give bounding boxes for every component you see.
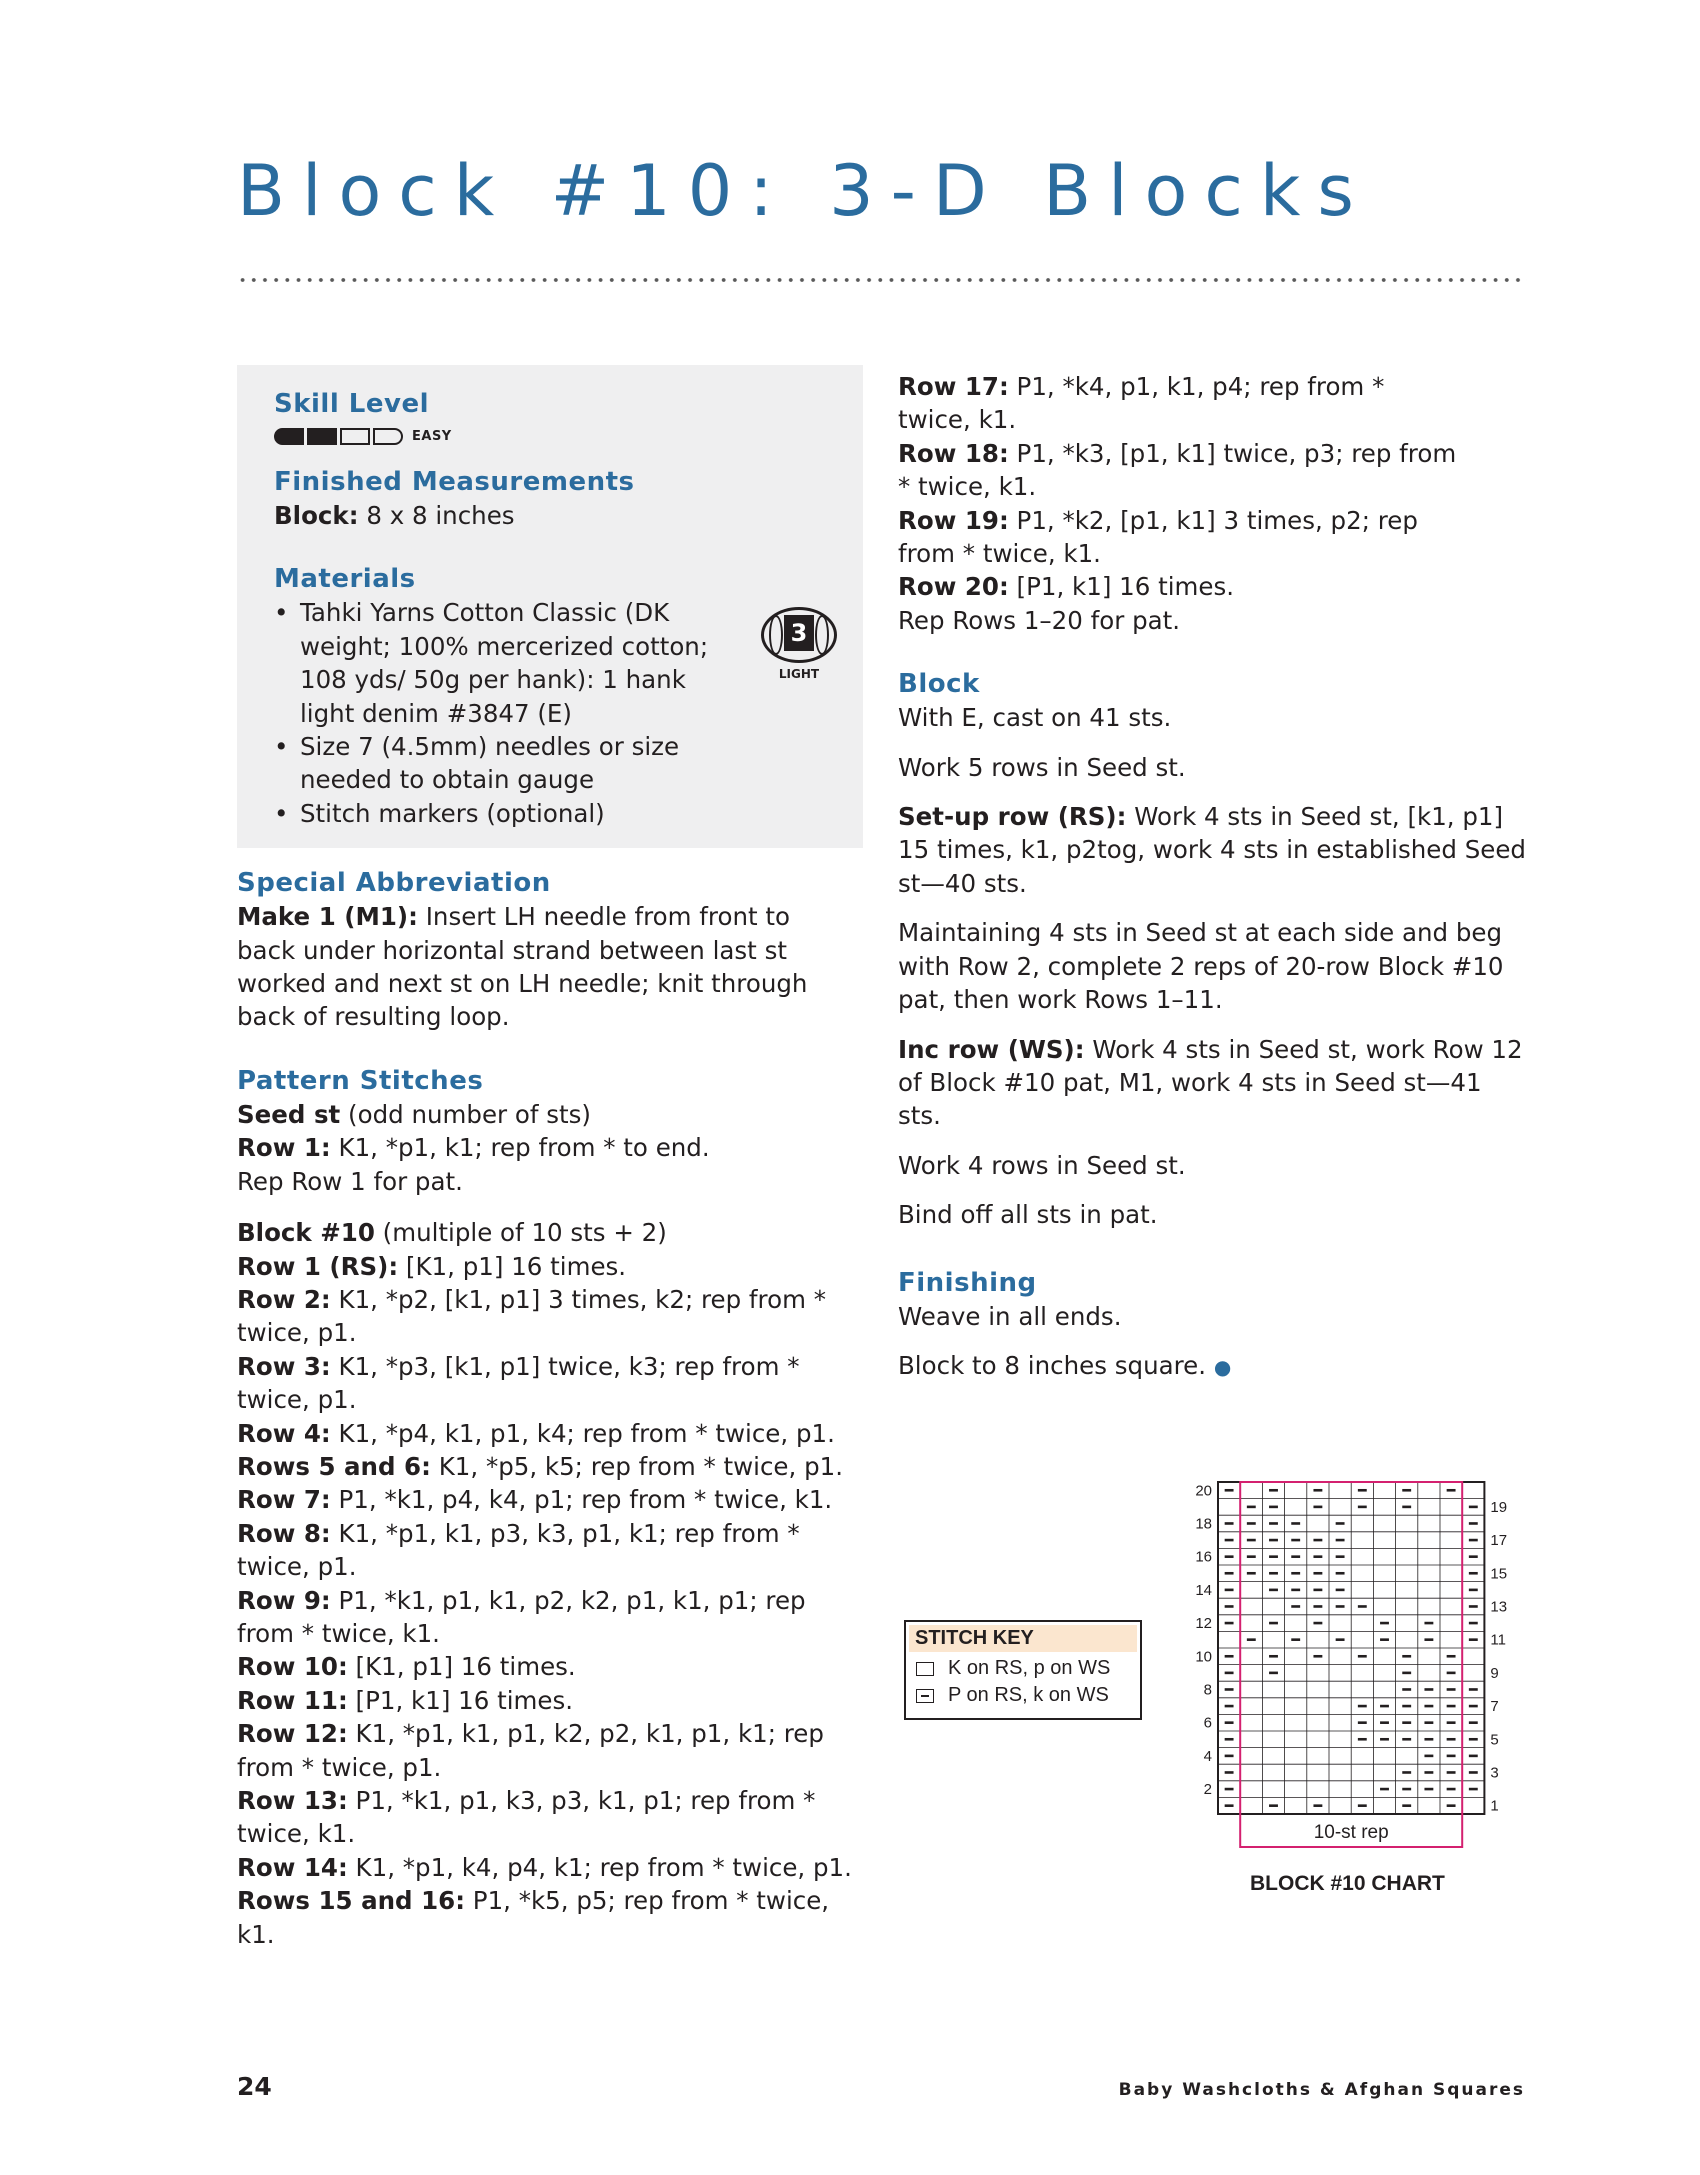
purl-mark [1469, 1738, 1478, 1741]
purl-mark [1247, 1555, 1256, 1558]
page-number: 24 [237, 2072, 272, 2101]
purl-mark [1380, 1738, 1389, 1741]
purl-mark [1469, 1572, 1478, 1575]
purl-mark [1447, 1489, 1456, 1492]
purl-mark [1269, 1622, 1278, 1625]
purl-mark [1225, 1788, 1234, 1791]
finishing-instructions [898, 1300, 1538, 1385]
instruction-line: Row 2: K1, *p2, [k1, p1] 3 times, k2; rep from * twice, p1. [237, 1284, 826, 1348]
materials-heading: Materials [274, 564, 416, 595]
purl-mark [1225, 1688, 1234, 1691]
special-abbreviation-heading: Special Abbreviation [237, 868, 551, 899]
stitch-key [904, 1620, 1142, 1720]
instruction-line: Row 13: P1, *k1, p1, k3, p3, k1, p1; rep from * twice, k1. [237, 1786, 816, 1849]
right-column [898, 370, 1538, 1384]
purl-mark [1447, 1804, 1456, 1807]
purl-mark [1402, 1672, 1411, 1675]
purl-mark [1269, 1672, 1278, 1675]
chart-row-number: 11 [1490, 1631, 1506, 1649]
purl-mark [1380, 1705, 1389, 1708]
purl-mark [1402, 1506, 1411, 1509]
skill-segment-filled [274, 428, 304, 445]
purl-mark [1291, 1555, 1300, 1558]
purl-mark [1358, 1655, 1367, 1658]
instruction-line: Rep Row 1 for pat. [237, 1166, 463, 1196]
purl-mark [1424, 1705, 1433, 1708]
end-bullet-icon: ● [1213, 1354, 1232, 1379]
measurements-heading: Finished Measurements [274, 467, 635, 497]
purl-mark [1269, 1589, 1278, 1592]
purl-mark [1447, 1738, 1456, 1741]
purl-mark [1469, 1555, 1478, 1558]
block-instructions [898, 701, 1528, 1231]
purl-mark [1225, 1705, 1234, 1708]
purl-mark [1469, 1721, 1478, 1724]
purl-mark [1447, 1721, 1456, 1724]
book-title: Baby Washcloths & Afghan Squares [1118, 2080, 1525, 2100]
purl-mark [1225, 1622, 1234, 1625]
yarn-weight-label: LIGHT [778, 667, 820, 681]
instruction-line: Row 11: [P1, k1] 16 times. [237, 1685, 574, 1715]
purl-mark [1402, 1655, 1411, 1658]
purl-mark [1247, 1638, 1256, 1641]
chart-row-number: 20 [1195, 1482, 1212, 1500]
purl-mark [1291, 1589, 1300, 1592]
purl-mark [1358, 1738, 1367, 1741]
purl-mark [1313, 1572, 1322, 1575]
purl-mark [1424, 1688, 1433, 1691]
purl-mark [1469, 1688, 1478, 1691]
skill-segment-filled [307, 428, 337, 445]
purl-mark [1269, 1522, 1278, 1525]
instruction-line: Row 1 (RS): [K1, p1] 16 times. [237, 1251, 627, 1281]
stitch-key-item: K on RS, p on WS [906, 1655, 1140, 1682]
purl-mark [1269, 1572, 1278, 1575]
purl-mark [1469, 1522, 1478, 1525]
purl-mark [1247, 1506, 1256, 1509]
purl-mark [1402, 1489, 1411, 1492]
block-paragraph: Set-up row (RS): Work 4 sts in Seed st, [k1, p1] 15 times, k1, p2tog, work 4 sts in established Seed st—40 sts. [898, 802, 1526, 898]
purl-mark [1447, 1672, 1456, 1675]
chart-row-number: 1 [1490, 1797, 1499, 1815]
purl-mark [1402, 1721, 1411, 1724]
purl-mark [1402, 1688, 1411, 1691]
chart-row-number: 4 [1203, 1747, 1212, 1765]
purl-mark [1447, 1655, 1456, 1658]
purl-symbol-icon [916, 1689, 934, 1703]
instruction-line: Row 20: [P1, k1] 16 times. [898, 572, 1235, 602]
finishing-heading: Finishing [898, 1267, 1037, 1298]
instruction-line: Row 3: K1, *p3, [k1, p1] twice, k3; rep from * twice, p1. [237, 1351, 800, 1415]
instruction-line: Seed st (odd number of sts) [237, 1099, 591, 1129]
purl-mark [1313, 1655, 1322, 1658]
chart-repeat-label: 10-st rep [1313, 1822, 1389, 1843]
instruction-line: Row 17: P1, *k4, p1, k1, p4; rep from * twice, k1. [898, 372, 1385, 435]
seed-stitch-instructions [237, 1098, 863, 1198]
finishing-paragraph: Weave in all ends. [898, 1301, 1122, 1331]
stitch-key-item: P on RS, k on WS [906, 1682, 1140, 1709]
purl-mark [1402, 1771, 1411, 1774]
purl-mark [1336, 1572, 1345, 1575]
purl-mark [1358, 1804, 1367, 1807]
block10-instructions-continued [898, 370, 1458, 637]
pattern-stitches-heading: Pattern Stitches [237, 1065, 484, 1096]
purl-mark [1225, 1489, 1234, 1492]
purl-mark [1469, 1705, 1478, 1708]
purl-mark [1313, 1622, 1322, 1625]
chart-row-number: 7 [1490, 1698, 1499, 1716]
purl-mark [1447, 1755, 1456, 1758]
instruction-line: Row 1: K1, *p1, k1; rep from * to end. [237, 1133, 710, 1163]
finishing-paragraph: Block to 8 inches square. ● [898, 1350, 1232, 1380]
chart-row-number: 18 [1195, 1515, 1212, 1533]
purl-mark [1336, 1539, 1345, 1542]
block10-chart [1185, 1470, 1525, 1860]
purl-mark [1424, 1721, 1433, 1724]
purl-mark [1225, 1655, 1234, 1658]
purl-mark [1424, 1755, 1433, 1758]
purl-mark [1424, 1738, 1433, 1741]
purl-mark [1291, 1539, 1300, 1542]
instruction-line: Row 19: P1, *k2, [p1, k1] 3 times, p2; rep from * twice, k1. [898, 505, 1418, 569]
purl-mark [1424, 1788, 1433, 1791]
instruction-line: Row 8: K1, *p1, k1, p3, k3, p1, k1; rep from * twice, p1. [237, 1518, 800, 1582]
chart-title: BLOCK #10 CHART [1250, 1872, 1445, 1895]
purl-mark [1336, 1555, 1345, 1558]
purl-mark [1313, 1539, 1322, 1542]
purl-mark [1380, 1788, 1389, 1791]
chart-row-number: 5 [1490, 1731, 1499, 1749]
purl-mark [1269, 1804, 1278, 1807]
purl-mark [1269, 1555, 1278, 1558]
purl-mark [1247, 1572, 1256, 1575]
page-title: Block #10: 3-D Blocks [237, 150, 1371, 232]
purl-mark [1313, 1804, 1322, 1807]
purl-mark [1313, 1506, 1322, 1509]
chart-row-number: 12 [1195, 1615, 1212, 1633]
instruction-line: Row 9: P1, *k1, p1, k1, p2, k2, p1, k1, p1; rep from * twice, k1. [237, 1585, 806, 1648]
skill-level-meter [274, 421, 843, 451]
chart-row-number: 14 [1195, 1581, 1212, 1599]
chart-row-number: 2 [1203, 1781, 1212, 1799]
purl-mark [1313, 1555, 1322, 1558]
materials-item: • Size 7 (4.5mm) needles or size needed to obtain gauge [274, 730, 770, 797]
chart-row-number: 16 [1195, 1548, 1212, 1566]
block-paragraph: Bind off all sts in pat. [898, 1200, 1158, 1230]
skill-segment-empty [340, 428, 370, 445]
purl-mark [1469, 1638, 1478, 1641]
purl-mark [1291, 1572, 1300, 1575]
purl-mark [1469, 1539, 1478, 1542]
purl-mark [1225, 1755, 1234, 1758]
yarn-weight-icon [757, 605, 841, 685]
purl-mark [1225, 1605, 1234, 1608]
purl-mark [1225, 1539, 1234, 1542]
block-paragraph: Inc row (WS): Work 4 sts in Seed st, work Row 12 of Block #10 pat, M1, work 4 sts in Seed st—41 sts. [898, 1034, 1523, 1131]
instruction-line: Rows 5 and 6: K1, *p5, k5; rep from * twice, p1. [237, 1451, 844, 1481]
chart-row-number: 17 [1490, 1532, 1508, 1550]
purl-mark [1380, 1622, 1389, 1625]
purl-mark [1358, 1705, 1367, 1708]
purl-mark [1313, 1589, 1322, 1592]
purl-mark [1313, 1489, 1322, 1492]
purl-mark [1469, 1589, 1478, 1592]
skill-segment-empty [373, 428, 403, 445]
purl-mark [1336, 1638, 1345, 1641]
purl-mark [1380, 1638, 1389, 1641]
skill-level-heading: Skill Level [274, 389, 429, 419]
purl-mark [1402, 1705, 1411, 1708]
purl-mark [1269, 1506, 1278, 1509]
purl-mark [1469, 1771, 1478, 1774]
stitch-key-heading: STITCH KEY [909, 1625, 1137, 1652]
knit-symbol-icon [916, 1662, 934, 1676]
purl-mark [1402, 1804, 1411, 1807]
skill-level-label: EASY [412, 428, 452, 444]
materials-item: • Tahki Yarns Cotton Classic (DK weight; 100% mercerized cotton; 108 yds/ 50g per hank): 1 hank light denim #3847 (E) [274, 596, 730, 730]
purl-mark [1469, 1506, 1478, 1509]
purl-mark [1358, 1506, 1367, 1509]
chart-row-number: 13 [1490, 1598, 1508, 1616]
chart-row-number: 3 [1490, 1764, 1499, 1782]
purl-mark [1247, 1539, 1256, 1542]
instruction-line: Row 14: K1, *p1, k4, p4, k1; rep from * twice, p1. [237, 1852, 852, 1882]
purl-mark [1269, 1539, 1278, 1542]
purl-mark [1447, 1688, 1456, 1691]
materials-item: • Stitch markers (optional) [274, 797, 843, 830]
instruction-line: Rep Rows 1–20 for pat. [898, 605, 1181, 635]
purl-mark [1269, 1655, 1278, 1658]
purl-mark [1358, 1489, 1367, 1492]
purl-mark [1469, 1605, 1478, 1608]
purl-mark [1424, 1771, 1433, 1774]
purl-mark [1402, 1788, 1411, 1791]
purl-mark [1424, 1638, 1433, 1641]
purl-mark [1424, 1622, 1433, 1625]
purl-mark [1358, 1605, 1367, 1608]
purl-mark [1225, 1804, 1234, 1807]
instruction-line: Row 12: K1, *p1, k1, p1, k2, p2, k1, p1, k1; rep from * twice, p1. [237, 1719, 824, 1782]
purl-mark [1225, 1738, 1234, 1741]
purl-mark [1247, 1522, 1256, 1525]
measurements-text: Block: 8 x 8 inches [274, 501, 515, 530]
purl-mark [1469, 1788, 1478, 1791]
purl-mark [1225, 1771, 1234, 1774]
purl-mark [1291, 1605, 1300, 1608]
chart-row-number: 6 [1203, 1714, 1212, 1732]
purl-mark [1225, 1522, 1234, 1525]
instruction-line: Row 18: P1, *k3, [p1, k1] twice, p3; rep from * twice, k1. [898, 438, 1457, 502]
purl-mark [1291, 1522, 1300, 1525]
purl-mark [1469, 1622, 1478, 1625]
purl-mark [1225, 1555, 1234, 1558]
chart-row-number: 9 [1490, 1664, 1499, 1682]
purl-mark [1313, 1605, 1322, 1608]
purl-mark [1358, 1721, 1367, 1724]
block-heading: Block [898, 669, 980, 700]
instruction-line: Row 7: P1, *k1, p4, k4, p1; rep from * twice, k1. [237, 1485, 833, 1515]
special-abbreviation-text: Make 1 (M1): Insert LH needle from front to back under horizontal strand between last st worked and next st on LH needle; knit through back of resulting loop. [237, 902, 808, 1032]
purl-mark [1225, 1572, 1234, 1575]
instruction-line: Block #10 (multiple of 10 sts + 2) [237, 1218, 667, 1248]
yarn-weight-number: 3 [784, 615, 814, 651]
purl-mark [1447, 1788, 1456, 1791]
instruction-line: Row 4: K1, *p4, k1, p1, k4; rep from * twice, p1. [237, 1418, 835, 1448]
info-box [237, 365, 863, 848]
purl-mark [1380, 1721, 1389, 1724]
purl-mark [1225, 1589, 1234, 1592]
chart-row-number: 15 [1490, 1565, 1508, 1583]
purl-mark [1447, 1771, 1456, 1774]
purl-mark [1291, 1638, 1300, 1641]
purl-mark [1225, 1721, 1234, 1724]
chart-row-number: 8 [1203, 1681, 1212, 1699]
dotted-divider [237, 276, 1527, 284]
purl-mark [1269, 1489, 1278, 1492]
purl-mark [1447, 1705, 1456, 1708]
purl-mark [1336, 1605, 1345, 1608]
purl-mark [1336, 1589, 1345, 1592]
purl-mark [1225, 1672, 1234, 1675]
purl-mark [1336, 1522, 1345, 1525]
purl-mark [1469, 1755, 1478, 1758]
instruction-line: Row 10: [K1, p1] 16 times. [237, 1652, 576, 1682]
purl-mark [1402, 1738, 1411, 1741]
block-paragraph: Maintaining 4 sts in Seed st at each side and beg with Row 2, complete 2 reps of 20-row Block #10 pat, then work Rows 1–11. [898, 918, 1504, 1015]
chart-row-number: 10 [1195, 1648, 1212, 1666]
block10-instructions [237, 1216, 852, 1951]
block-paragraph: With E, cast on 41 sts. [898, 703, 1172, 733]
instruction-line: Rows 15 and 16: P1, *k5, p5; rep from * twice, k1. [237, 1886, 830, 1949]
block-paragraph: Work 4 rows in Seed st. [898, 1150, 1186, 1180]
left-column [237, 365, 863, 1951]
block-paragraph: Work 5 rows in Seed st. [898, 752, 1186, 782]
chart-row-number: 19 [1490, 1498, 1508, 1516]
